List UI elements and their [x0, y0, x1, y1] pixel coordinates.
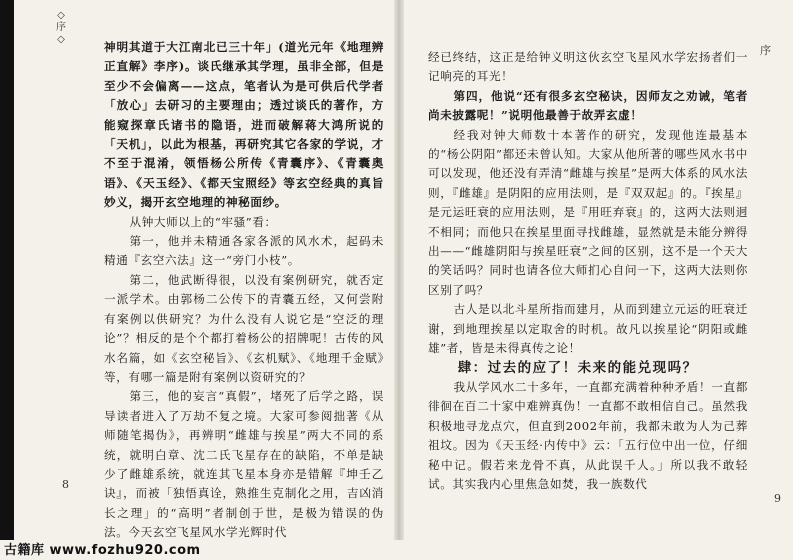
scan-border: [0, 0, 14, 560]
right-section-heading: 肆：过去的应了！未来的能兑现吗？: [457, 359, 698, 376]
right-paragraph-3: 经我对钟大师数十本著作的研究，发现他连最基本的“杨公阴阳”都还未曾认知。大家从他所著的哪些风水书中可以发现，他还没有弄清“雌雄与挨星”是两大体系的风水法则，『雌雄』是阴阳的应用法则，是『双双起』的。『挨星』是元运旺衰的应用法则，是『用旺弃衰』的，这两大法则迥不相同；而他只在挨星里面寻找雌雄，显然就是未能分辨得出——“雌雄阴阳与挨星旺衰”之间的区别，这不是一个天大的笑话吗？同时也请各位大师扪心自问一下，这两大法则你区别了吗？: [428, 127, 748, 297]
right-text-block: [428, 48, 748, 494]
right-header-mark: 序: [760, 44, 771, 57]
left-paragraph-1: 神明其道于大江南北已三十年」(道光元年《地理辨正直解》李序)。谈氏继承其学理，虽非全部，但是至少不会偏离——这点，笔者认为是可供后代学者「放心」去研习的主要理由；透过谈氏的著作，方能窥探章氏诸书的隐语，进而破解蒋大鸿所说的「天机」，以此为根基，再研究其它各家的学说，才不至于混淆，领悟杨公所传《青囊序》、《青囊奥语》、《天玉经》、《都天宝照经》等玄空经典的真旨妙义，揭开玄空地理的神秘面纱。: [104, 40, 384, 210]
right-paragraph-4: 古人是以北斗星所指而建月，从而到建立元运的旺衰迁谢，到地理挨星以定取舍的时机。故凡以挨星论“阴阳或雌雄”者，皆是未得真传之论！: [428, 302, 748, 356]
right-page: [404, 0, 793, 540]
left-paragraph-5: 第三，他的妄言“真假”，堵死了后学之路，误导读者进入了万劫不复之境。大家可参阅拙著《从师随笔揭伪》，再辨明“雌雄与挨星”两大不同的系统，就明白章、沈二氏飞星存在的缺陷，不单是缺少了雌雄系统，就连其飞星本身亦是错解『坤壬乙诀』，而被「独悟真诠，熟推生克制化之用，吉凶消长之理」的“高明”者制创于世，是极为错误的伪法。今天玄空飞星风水学光辉时代: [104, 389, 384, 540]
right-page-number: 9: [774, 492, 781, 505]
left-paragraph-4: 第二，他武断得很，以没有案例研究，就否定一派学术。由郭杨二公传下的青囊五经，又何尝附有案例以供研究？为什么没有人说它是“空泛的理论”？相反的是个个都打着杨公的招牌呢！古传的风水名篇，如《玄空秘旨》、《玄机赋》、《地理千金赋》等，有哪一篇是附有案例以资研究的？: [104, 272, 384, 384]
footer-strip: [0, 540, 793, 560]
site-watermark: 古籍库 www.fozhu920.com: [4, 543, 201, 558]
left-paragraph-3: 第一，他并未精通各家各派的风水术，起码未精通『玄空六法』这一“旁门小枝”。: [104, 234, 384, 268]
right-paragraph-1: 经已终结，这正是给钟义明这伙玄空飞星风水学宏扬者们一记响亮的耳光！: [428, 50, 748, 84]
right-paragraph-2: 第四，他说“还有很多玄空秘诀，因师友之劝诫，笔者尚未披露呢！”说明他最善于故弄玄虚！: [428, 88, 748, 123]
left-paragraph-2: 从钟大师以上的“牢骚”看：: [129, 214, 277, 229]
left-header-mark: ◇序◇: [56, 10, 66, 45]
book-gutter: [394, 0, 404, 560]
left-page-number: 8: [62, 478, 69, 491]
left-text-block: [104, 38, 384, 540]
right-paragraph-5: 我从学风水二十多年，一直都充满着种种矛盾！一直都徘徊在百二十家中难辨真伪！一直都不敢相信自己。虽然我积极地寻龙点穴，但直到2002年前，我都未敢为人为己葬祖坟。因为《天玉经·内传中》云：「五行位中出一位，仔细秘中记。假若来龙骨不真，从此误千人。」所以我不敢轻试。其实我内心里焦急如焚，我一族数代: [428, 379, 748, 491]
left-page: [14, 0, 394, 540]
